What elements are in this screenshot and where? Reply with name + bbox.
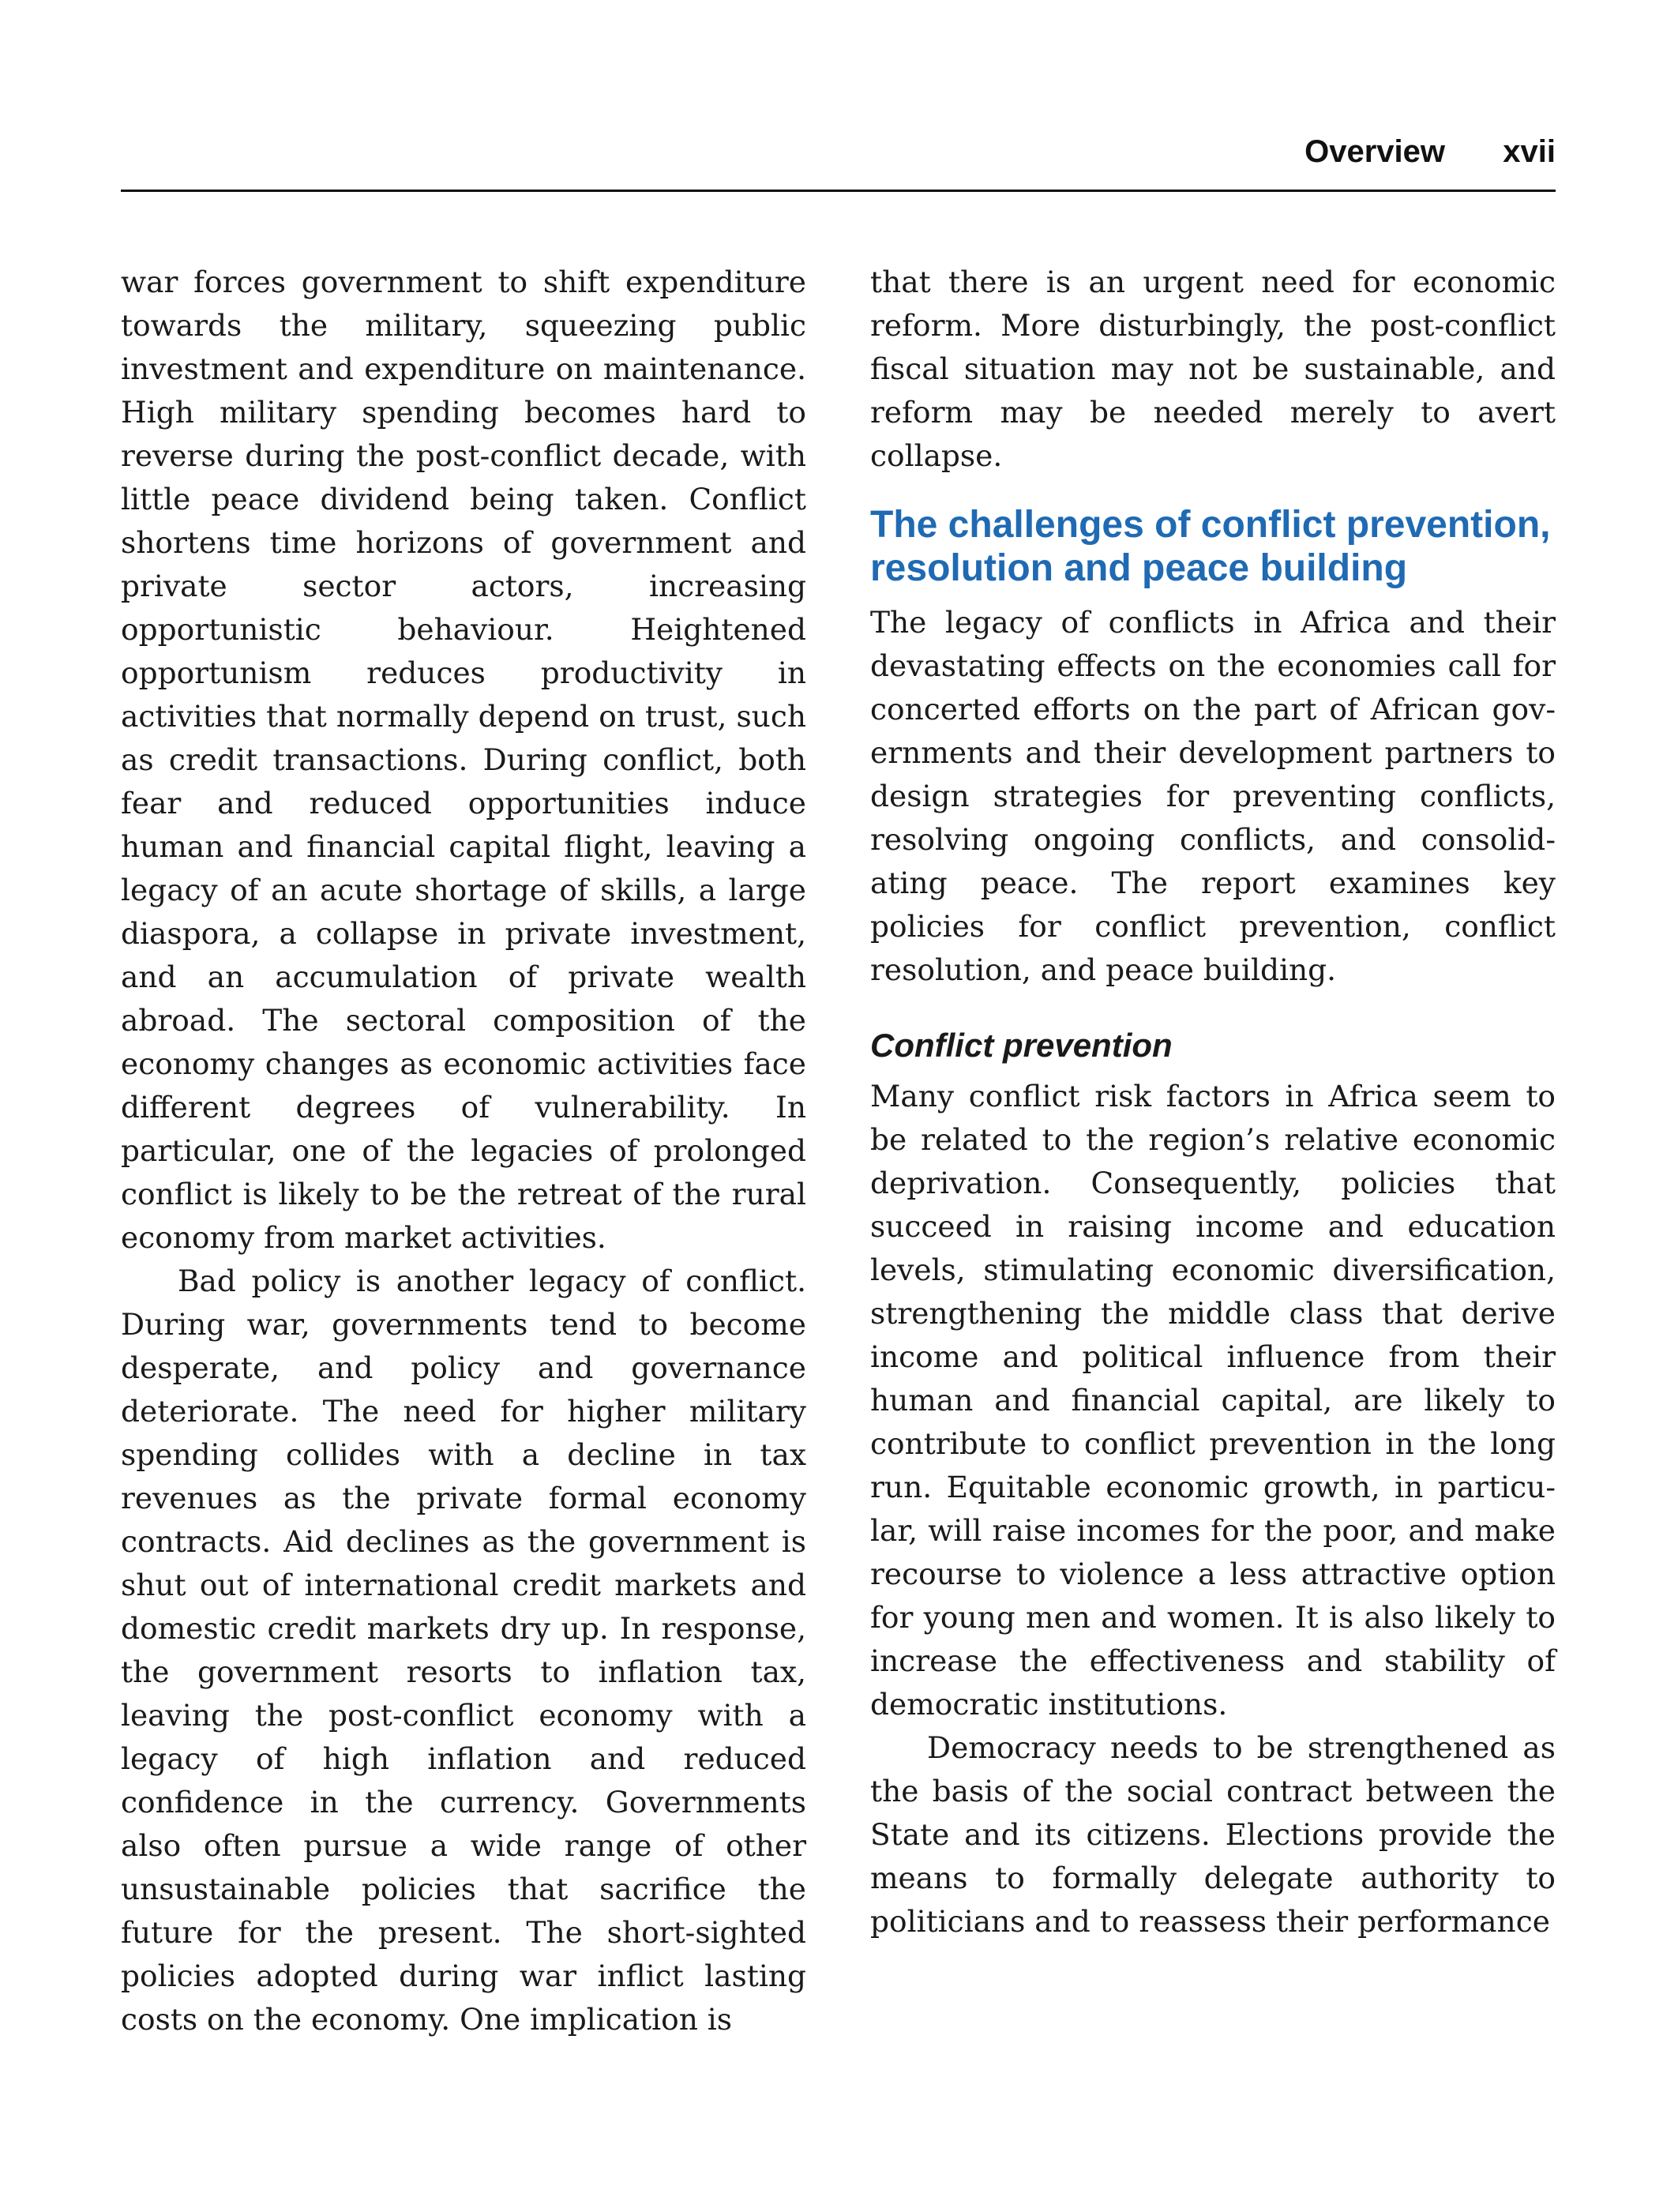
body-paragraph: Many conflict risk factors in Africa seem to be related to the region’s relative economic deprivation. Consequently, policies that succeed in raising income and education levels, stimulating economic diversification, strengthening the middle class that derive income and political influence from their human and financial capital, are likely to contribute to conflict prevention in the long run. Equitable economic growth, in particu-lar, will raise incomes for the poor, and make recourse to violence a less attractive option for young men and women. It is also likely to increase the effectiveness and stability of democratic institutions. — [870, 1079, 1556, 1722]
body-paragraph: that there is an urgent need for economic reform. More disturbingly, the post-conflict fiscal situation may not be sustainable, and reform may be needed merely to avert collapse. — [870, 265, 1556, 473]
subsection-heading: Conflict prevention — [870, 1027, 1173, 1064]
running-header — [121, 133, 1556, 192]
page-number: xvii — [1503, 134, 1556, 169]
section-heading: The challenges of conflict prevention, resolution and peace building — [870, 504, 1551, 589]
running-header-title: Overview — [1304, 134, 1445, 169]
left-column — [121, 261, 806, 2041]
body-paragraph: war forces government to shift expenditure towards the military, squeezing public investment and expenditure on maintenance. High military spending becomes hard to reverse during the post-conflict decade, with little peace dividend being taken. Conflict shortens time horizons of government and private sector actors, increasing opportunistic behaviour. Heightened opportunism reduces productivity in activities that normally depend on trust, such as credit transactions. During conflict, both fear and reduced opportunities induce human and financial capital flight, leaving a legacy of an acute shortage of skills, a large diaspora, a collapse in private investment, and an accumulation of private wealth abroad. The sectoral composition of the economy changes as economic activities face different degrees of vulnerability. In particular, one of the legacies of prolonged conflict is likely to be the retreat of the rural economy from market activities. — [121, 265, 806, 1255]
body-paragraph: The legacy of conflicts in Africa and their devastating effects on the economies call for concerted efforts on the part of African gov-ernments and their development partners to design strategies for preventing conflicts, resolving ongoing conflicts, and consolid-ating peace. The report examines key policies for conflict prevention, conflict resolution, and peace building. — [870, 605, 1556, 987]
body-paragraph: Democracy needs to be strengthened as the basis of the social contract between the State and its citizens. Elections provide the means to formally delegate authority to politicians and to reassess their performance — [870, 1730, 1556, 1939]
body-paragraph: Bad policy is another legacy of conflict. During war, governments tend to become desperate, and policy and governance deteriorate. The need for higher military spending collides with a decline in tax revenues as the private formal economy contracts. Aid declines as the government is shut out of international credit markets and domestic credit markets dry up. In response, the government resorts to inflation tax, leaving the post-conflict economy with a legacy of high inflation and reduced confidence in the currency. Governments also often pursue a wide range of other unsustainable policies that sacrifice the future for the present. The short-sighted policies adopted during war inflict lasting costs on the economy. One implication is — [121, 1264, 806, 2037]
right-column — [870, 261, 1556, 1943]
